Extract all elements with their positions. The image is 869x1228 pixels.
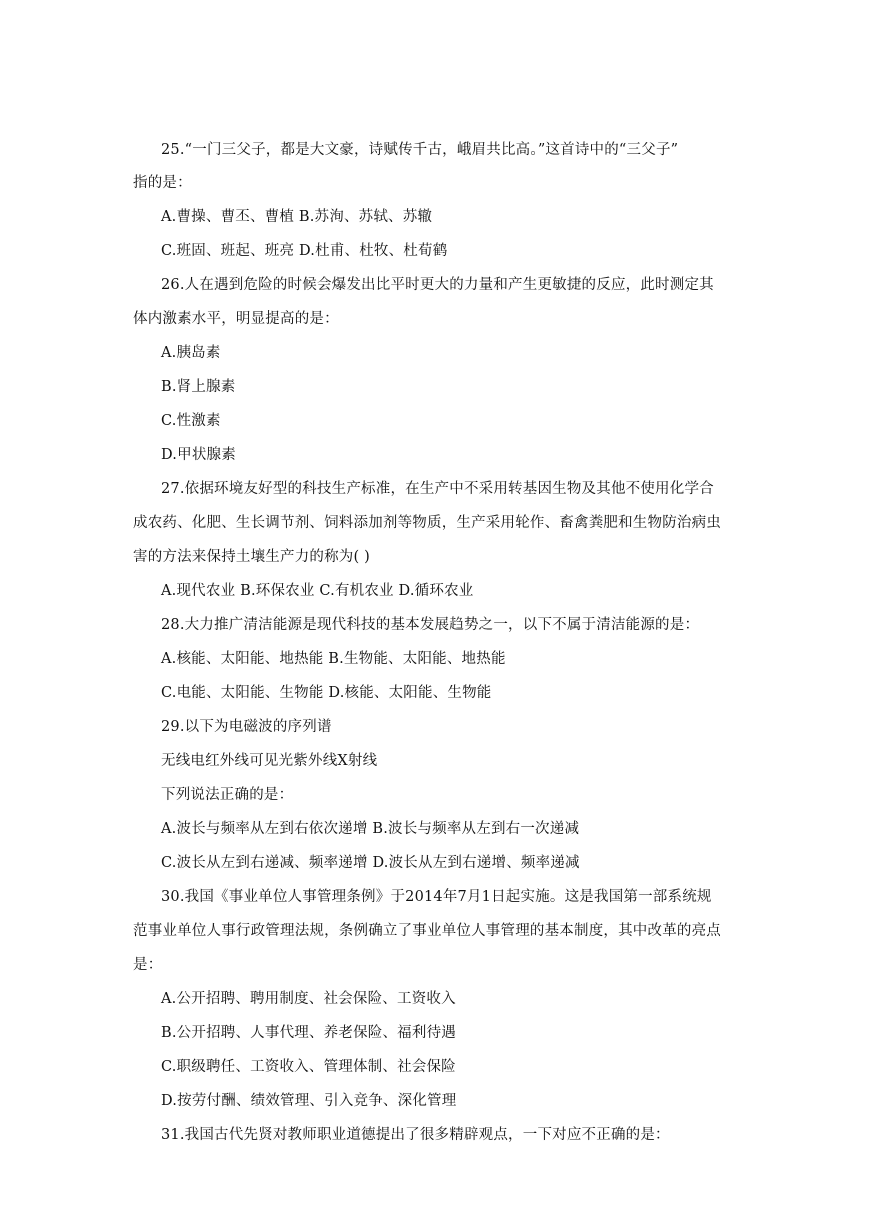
question-27-stem-line-2: 成农药、化肥、生长调节剂、饲料添加剂等物质，生产采用轮作、畜禽粪肥和生物防治病虫 bbox=[133, 515, 721, 531]
question-28-options-line-1: A.核能、太阳能、地热能 B.生物能、太阳能、地热能 bbox=[161, 651, 506, 667]
question-26-option-d: D.甲状腺素 bbox=[161, 447, 236, 463]
question-30-option-c: C.职级聘任、工资收入、管理体制、社会保险 bbox=[161, 1059, 456, 1075]
question-29-stem-line-1: 29.以下为电磁波的序列谱 bbox=[161, 719, 332, 735]
question-29-options-line-1: A.波长与频率从左到右依次递增 B.波长与频率从左到右一次递减 bbox=[161, 821, 580, 837]
question-31-stem-line-1: 31.我国古代先贤对教师职业道德提出了很多精辟观点，一下对应不正确的是： bbox=[161, 1127, 670, 1143]
question-25-stem-line-2: 指的是： bbox=[133, 175, 192, 191]
question-29-options-line-2: C.波长从左到右递减、频率递增 D.波长从左到右递增、频率递减 bbox=[161, 855, 580, 871]
question-27-stem-line-1: 27.依据环境友好型的科技生产标准，在生产中不采用转基因生物及其他不使用化学合 bbox=[161, 481, 714, 497]
question-30-option-d: D.按劳付酬、绩效管理、引入竞争、深化管理 bbox=[161, 1093, 457, 1109]
question-30-stem-line-2: 范事业单位人事行政管理法规，条例确立了事业单位人事管理的基本制度，其中改革的亮点 bbox=[133, 923, 721, 939]
question-25-options-line-1: A.曹操、曹丕、曹植 B.苏洵、苏轼、苏辙 bbox=[161, 209, 433, 225]
question-25-stem-line-1: 25.“一门三父子，都是大文豪，诗赋传千古，峨眉共比高。”这首诗中的“三父子” bbox=[161, 142, 679, 158]
question-26-stem-line-1: 26.人在遇到危险的时候会爆发出比平时更大的力量和产生更敏捷的反应，此时测定其 bbox=[161, 277, 714, 293]
question-26-option-c: C.性激素 bbox=[161, 413, 221, 429]
question-30-stem-line-3: 是： bbox=[133, 957, 163, 973]
question-28-stem-line-1: 28.大力推广清洁能源是现代科技的基本发展趋势之一，以下不属于清洁能源的是： bbox=[161, 617, 700, 633]
question-26-option-a: A.胰岛素 bbox=[161, 345, 221, 361]
question-27-options-line-1: A.现代农业 B.环保农业 C.有机农业 D.循环农业 bbox=[161, 583, 474, 599]
question-27-stem-line-3: 害的方法来保持土壤生产力的称为( ) bbox=[133, 549, 371, 565]
question-29-stem-line-3: 下列说法正确的是： bbox=[161, 787, 294, 803]
question-26-stem-line-2: 体内激素水平，明显提高的是： bbox=[133, 311, 339, 327]
question-25-options-line-2: C.班固、班起、班亮 D.杜甫、杜牧、杜荀鹤 bbox=[161, 243, 448, 259]
question-26-option-b: B.肾上腺素 bbox=[161, 379, 236, 395]
question-28-options-line-2: C.电能、太阳能、生物能 D.核能、太阳能、生物能 bbox=[161, 685, 492, 701]
question-30-option-b: B.公开招聘、人事代理、养老保险、福利待遇 bbox=[161, 1025, 456, 1041]
question-30-option-a: A.公开招聘、聘用制度、社会保险、工资收入 bbox=[161, 991, 456, 1007]
question-29-spectrum-line: 无线电红外线可见光紫外线X射线 bbox=[161, 753, 378, 769]
question-30-stem-line-1: 30.我国《事业单位人事管理条例》于2014年7月1日起实施。这是我国第一部系统规 bbox=[161, 889, 712, 905]
